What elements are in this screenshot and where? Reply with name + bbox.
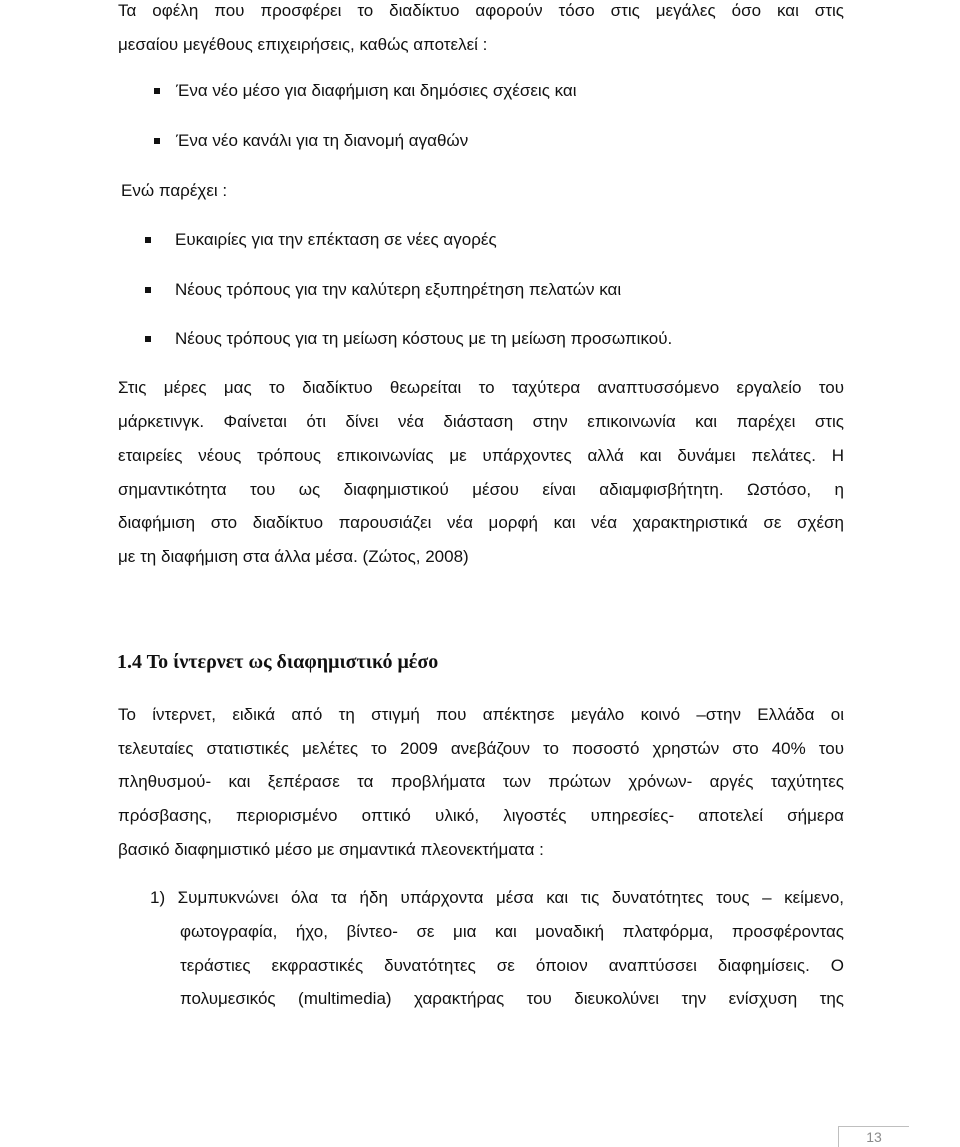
paragraph-1-line: Στις μέρες μας το διαδίκτυο θεωρείται το ταχύτερα αναπτυσσόμενο εργαλείο του — [118, 378, 844, 397]
bullet-text: Νέους τρόπους για τη μείωση κόστους με τη μείωση προσωπικού. — [175, 329, 673, 348]
paragraph-1-line: σημαντικότητα του ως διαφημιστικού μέσου είναι αδιαμφισβήτητη. Ωστόσο, η — [118, 480, 844, 499]
bullet-text: Ένα νέο μέσο για διαφήμιση και δημόσιες σχέσεις και — [176, 81, 577, 100]
section-heading: 1.4 Το ίντερνετ ως διαφημιστικό μέσο — [117, 651, 439, 673]
bullet-text: Νέους τρόπους για την καλύτερη εξυπηρέτηση πελατών και — [175, 280, 622, 299]
numbered-item-1-continuation: πολυμεσικός (multimedia) χαρακτήρας του διευκολύνει την ενίσχυση της — [180, 989, 844, 1008]
square-bullet-icon — [145, 237, 151, 243]
paragraph-2-line: τελευταίες στατιστικές μελέτες το 2009 ανεβάζουν το ποσοστό χρηστών στο 40% του — [118, 739, 844, 758]
intro-line-1: Τα οφέλη που προσφέρει το διαδίκτυο αφορούν τόσο στις μεγάλες όσο και στις — [118, 1, 844, 20]
page-number-box — [838, 1126, 909, 1147]
page-number: 13 — [866, 1129, 882, 1145]
intro-line-2: μεσαίου μεγέθους επιχειρήσεις, καθώς αποτελεί : — [118, 35, 488, 54]
paragraph-2-line: Το ίντερνετ, ειδικά από τη στιγμή που απέκτησε μεγάλο κοινό –στην Ελλάδα οι — [118, 705, 844, 724]
square-bullet-icon — [154, 138, 160, 144]
paragraph-1-line: μάρκετινγκ. Φαίνεται ότι δίνει νέα διάσταση στην επικοινωνία και παρέχει στις — [118, 412, 844, 431]
bullet-text: Ένα νέο κανάλι για τη διανομή αγαθών — [176, 131, 469, 150]
numbered-item-1: 1) Συμπυκνώνει όλα τα ήδη υπάρχοντα μέσα και τις δυνατότητες τους – κείμενο, — [150, 888, 844, 907]
numbered-item-1-continuation: τεράστιες εκφραστικές δυνατότητες σε όποιον αναπτύσσει διαφημίσεις. Ο — [180, 956, 844, 975]
square-bullet-icon — [145, 336, 151, 342]
paragraph-2-line: βασικό διαφημιστικό μέσο με σημαντικά πλεονεκτήματα : — [118, 840, 544, 859]
paragraph-1-line: εταιρείες νέους τρόπους επικοινωνίας με υπάρχοντες αλλά και δυνάμει πελάτες. Η — [118, 446, 844, 465]
paragraph-2-line: πληθυσμού- και ξεπέρασε τα προβλήματα των πρώτων χρόνων- αργές ταχύτητες — [118, 772, 844, 791]
while-provides-label: Ενώ παρέχει : — [121, 181, 228, 200]
paragraph-2-line: πρόσβασης, περιορισμένο οπτικό υλικό, λιγοστές υπηρεσίες- αποτελεί σήμερα — [118, 806, 844, 825]
paragraph-1-line: με τη διαφήμιση στα άλλα μέσα. (Ζώτος, 2008) — [118, 547, 469, 566]
paragraph-1-line: διαφήμιση στο διαδίκτυο παρουσιάζει νέα μορφή και νέα χαρακτηριστικά σε σχέση — [118, 513, 844, 532]
square-bullet-icon — [145, 287, 151, 293]
square-bullet-icon — [154, 88, 160, 94]
bullet-text: Ευκαιρίες για την επέκταση σε νέες αγορές — [175, 230, 497, 249]
numbered-item-1-continuation: φωτογραφία, ήχο, βίντεο- σε μια και μοναδική πλατφόρμα, προσφέροντας — [180, 922, 844, 941]
